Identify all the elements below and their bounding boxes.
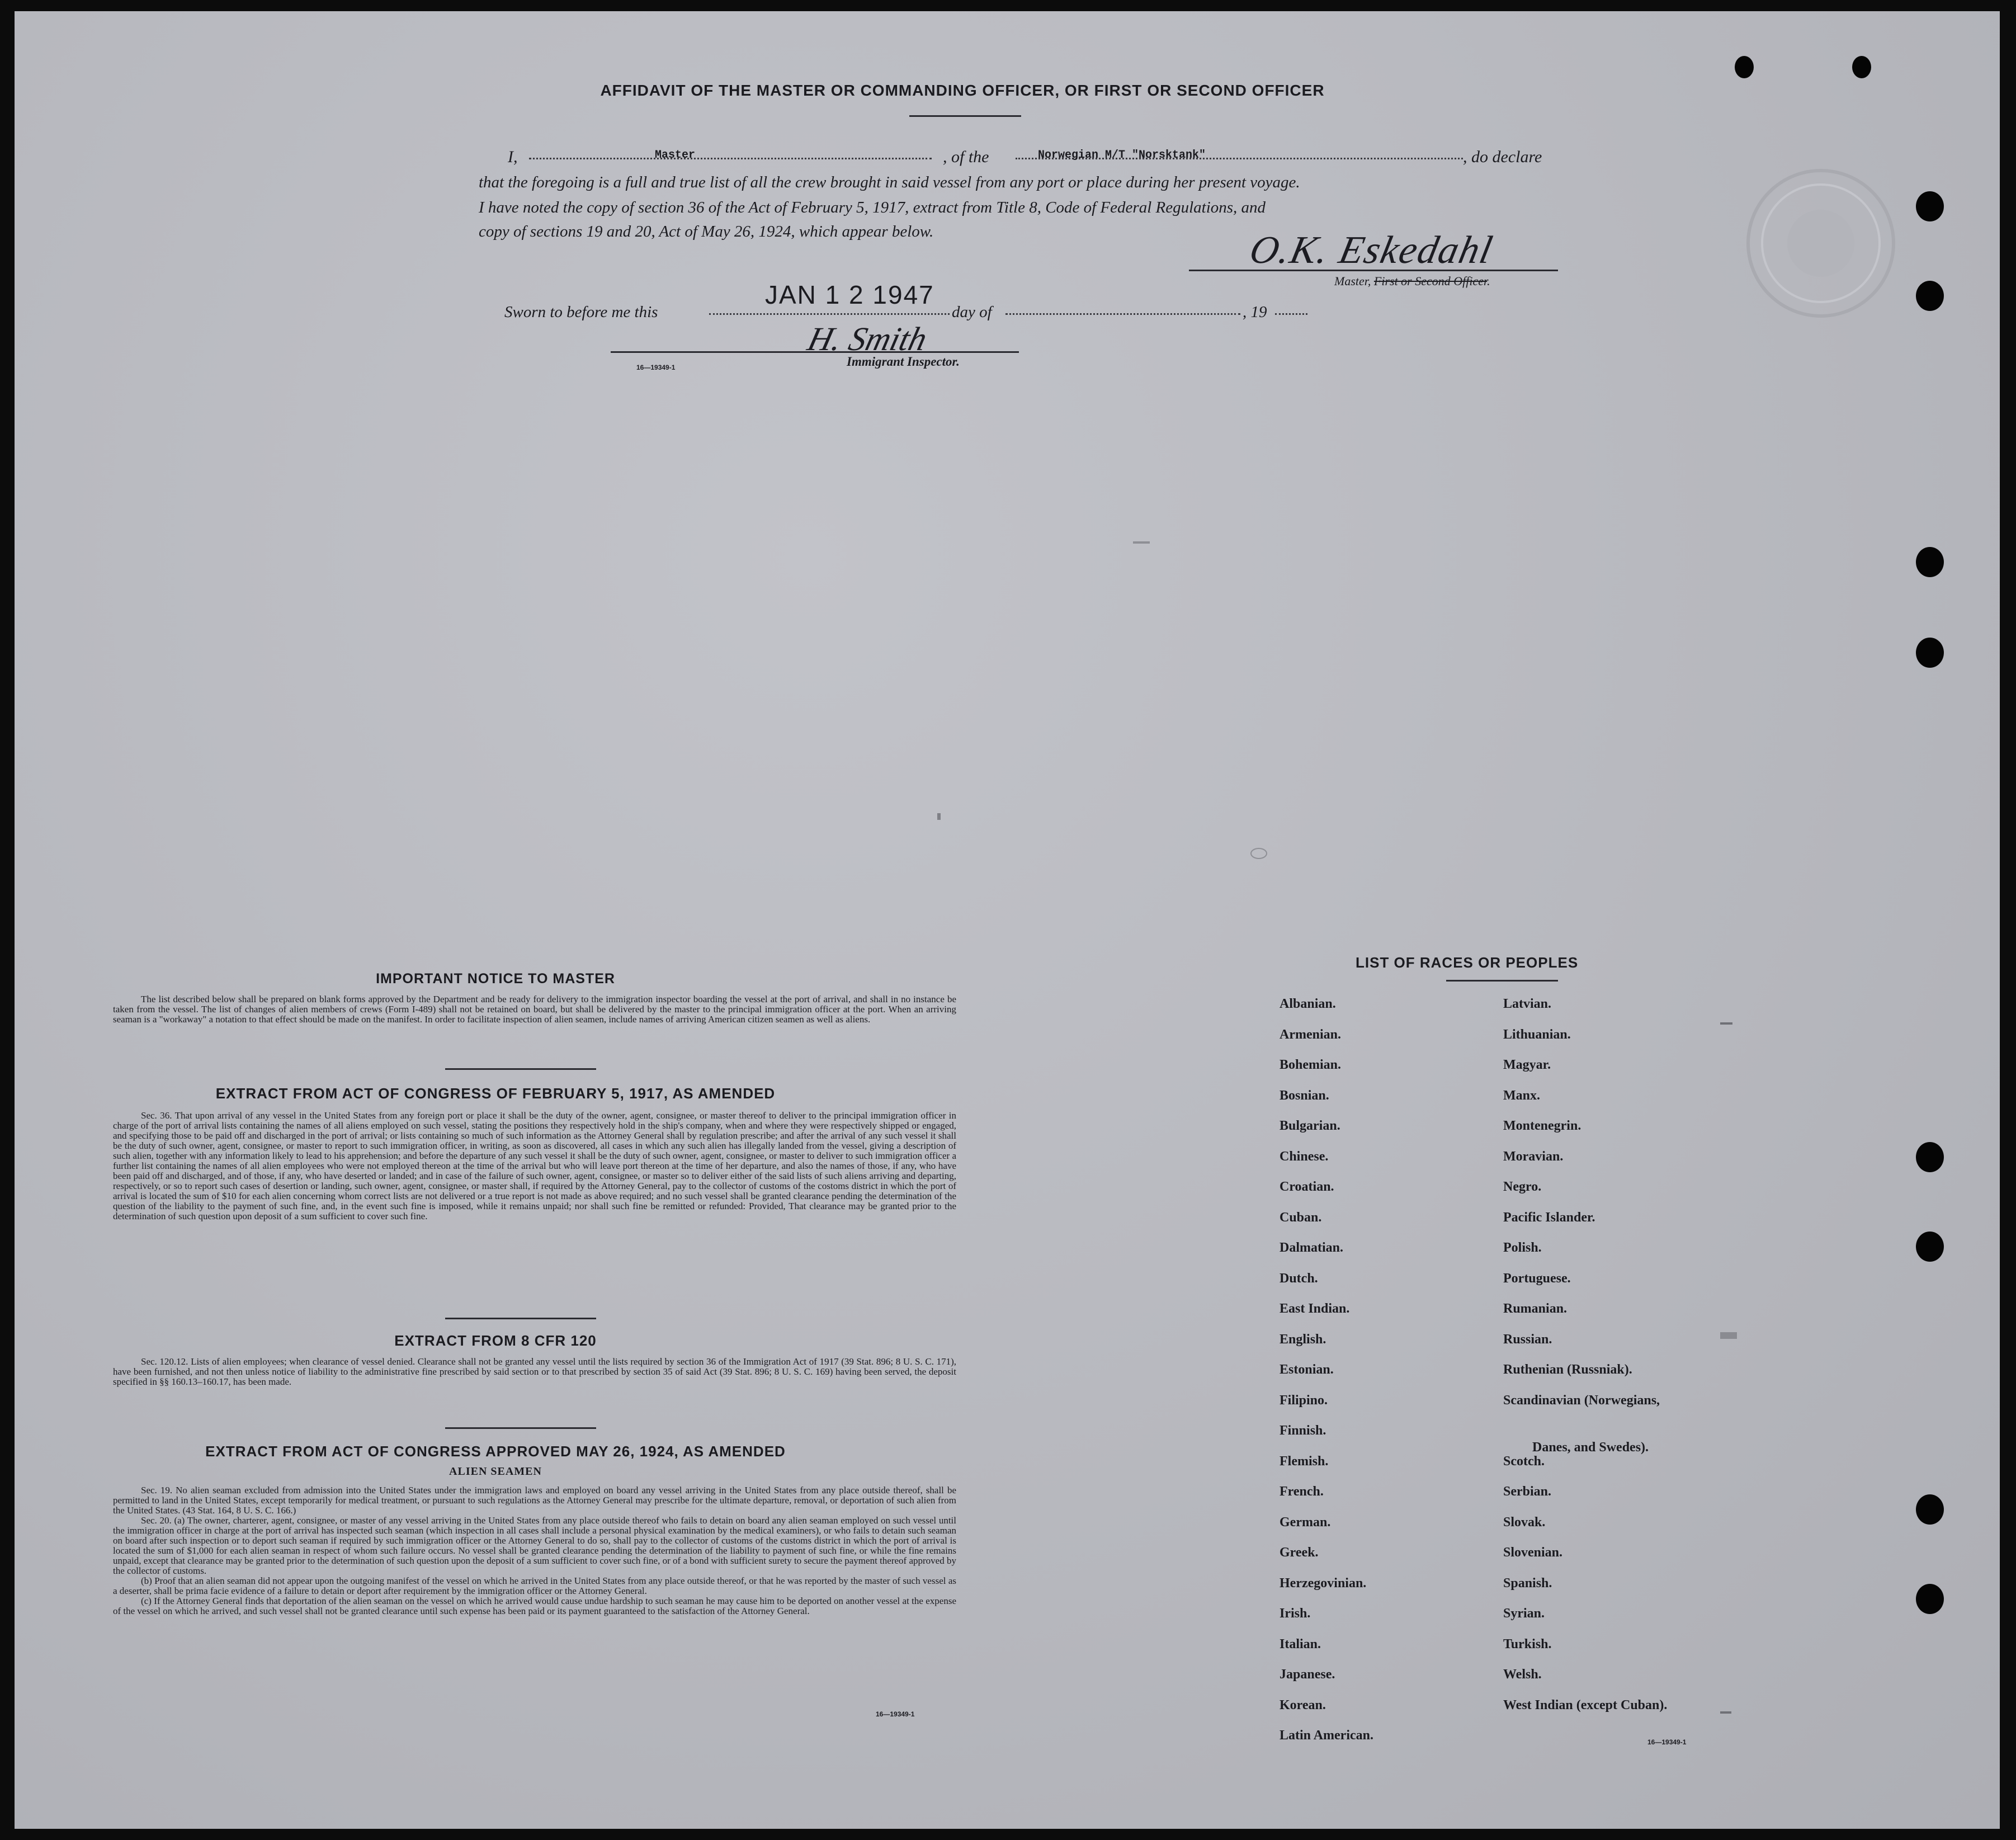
sworn-text: Sworn to before me this: [504, 303, 658, 321]
race-item: Russian.: [1503, 1332, 1552, 1347]
binder-hole: [1916, 191, 1944, 221]
race-item: Negro.: [1503, 1180, 1542, 1194]
bleed-through-mark: [1133, 541, 1150, 544]
race-item: Slovak.: [1503, 1515, 1546, 1530]
affidavit-line-2: that the foregoing is a full and true list of all the crew brought in said vessel from any port or place during her present voyage.: [479, 173, 1300, 191]
race-item: Cuban.: [1280, 1210, 1322, 1225]
race-item: Polish.: [1503, 1240, 1542, 1255]
race-item: Chinese.: [1280, 1149, 1329, 1164]
year-text: , 19: [1243, 303, 1267, 321]
race-item: Filipino.: [1280, 1393, 1328, 1408]
race-item: Dalmatian.: [1280, 1240, 1343, 1255]
race-item: Greek.: [1280, 1545, 1319, 1560]
form-number-right: 16—19349-1: [1647, 1738, 1687, 1746]
notice-paragraph: The list described below shall be prepared on blank forms approved by the Department and be ready for delivery to the immigration inspector boarding the vessel at the port of arrival, and shall in no instance be taken from the vessel. The list of changes of alien members of crews (Form I-489) shall not be retained on board, but shall be delivered by the master to the principal immigration officer at the port. When an arriving seaman is a "workaway" a notation to that effect should be made on the manifest. In order to facilitate inspection of alien seamen, include names of arriving American citizen seamen as well as aliens.: [113, 994, 956, 1025]
race-item: Rumanian.: [1503, 1301, 1568, 1316]
extract-1917-body: [113, 1111, 956, 1221]
race-item: Lithuanian.: [1503, 1027, 1571, 1042]
race-item: Croatian.: [1280, 1180, 1334, 1194]
binder-hole: [1916, 547, 1944, 577]
race-item: Slovenian.: [1503, 1545, 1563, 1560]
sworn-day-line: [709, 313, 950, 315]
master-signature-line: [1189, 270, 1558, 271]
race-item: Pacific Islander.: [1503, 1210, 1595, 1225]
section-20b-paragraph: (b) Proof that an alien seaman did not appear upon the outgoing manifest of the vessel on which he arrived in the United States from any place outside thereof, or that he was reported by the master of such vessel as a deserter, shall be prima facie evidence of a failure to detain or deport after requirement by the immigration officer or the Attorney General.: [113, 1575, 956, 1596]
race-item: Scotch.: [1503, 1454, 1545, 1469]
vessel-fill: Norwegian M/T "Norsktank": [1038, 149, 1206, 162]
document-page: [15, 11, 2000, 1829]
day-of-text: day of: [952, 303, 992, 321]
bleed-through-mark: [1720, 1332, 1737, 1339]
binder-hole: [1916, 638, 1944, 668]
race-item: West Indian (except Cuban).: [1503, 1698, 1668, 1712]
binder-hole: [1735, 56, 1754, 78]
race-item: Flemish.: [1280, 1454, 1329, 1469]
race-item: French.: [1280, 1484, 1324, 1499]
master-caption-struck: First or Second Officer: [1373, 274, 1488, 288]
section-20a-paragraph: Sec. 20. (a) The owner, charterer, agent, consignee, or master of any vessel arriving in the United States from any place outside thereof who fails to detain on board any alien seaman employed on such vessel until the immigration officer in charge at the port of arrival has inspected such seaman (which inspection in all cases shall include a personal physical examination by the medical examiners), or who fails to detain such seaman on board after such inspection or to deport such seaman if required by such immigration officer or the Attorney General to do so, shall pay to the collector of customs of the customs district in which the port of arrival is located the sum of $1,000 for each alien seaman in respect of whom such failure occurs. No vessel shall be granted clearance pending the determination of the liability to payment of such fine, or while the fine remains unpaid, except that clearance may be granted prior to the determination of such question upon the deposit of a sum sufficient to cover such fine, or of a bond with sufficient surety to secure the payment thereof approved by the collector of customs.: [113, 1515, 956, 1576]
section-rule: [445, 1318, 596, 1319]
race-item: Dutch.: [1280, 1271, 1318, 1286]
binder-hole: [1916, 1494, 1944, 1525]
embossed-seal-icon: [1737, 159, 1905, 327]
date-stamp: JAN 1 2 1947: [765, 280, 934, 309]
notice-body: [113, 994, 956, 1025]
master-caption-a: Master,: [1334, 274, 1371, 288]
section-19-paragraph: Sec. 19. No alien seaman excluded from admission into the United States under the immigration laws and employed on board any vessel arriving in the United States from any place outside thereof, shall be permitted to land in the United States, except temporarily for medical treatment, or pursuant to such regulations as the Attorney General may prescribe for the ultimate departure, removal, or deportation of such alien from the United States. (43 Stat. 164, 8 U. S. C. 166.): [113, 1485, 956, 1516]
binder-hole: [1916, 1142, 1944, 1172]
bleed-through-mark: [1720, 1022, 1732, 1025]
master-signature: O.K. Eskedahl: [1245, 229, 1497, 272]
section-20c-paragraph: (c) If the Attorney General finds that deportation of the alien seaman on the vessel on which he arrived would cause undue hardship to such seaman he may cause him to be deported on another vessel at the expense of the vessel on which he arrived, and such vessel shall not be granted clearance until such expense has been paid or its payment guaranteed to the satisfaction of the Attorney General.: [113, 1596, 956, 1616]
section-120-12-paragraph: Sec. 120.12. Lists of alien employees; when clearance of vessel denied. Clearance shall not be granted any vessel until the lists required by section 36 of the Immigration Act of 1917 (39 Stat. 896; 8 U. S. C. 171), have been furnished, and not then unless notice of liability to the administrative fine prescribed by said section or to that prescribed by section 35 of said Act (39 Stat. 896; 8 U. S. C. 169) having been served, the deposit specified in §§ 160.13–160.17, has been made.: [113, 1356, 956, 1387]
form-number-left: 16—19349-1: [876, 1710, 915, 1718]
year-line: [1275, 313, 1307, 315]
races-title: LIST OF RACES OR PEOPLES: [1356, 954, 1579, 971]
race-item: Latvian.: [1503, 997, 1552, 1011]
bleed-through-mark: [1250, 848, 1267, 859]
master-caption: [1334, 274, 1490, 289]
of-the-text: , of the: [943, 148, 989, 166]
race-item: Serbian.: [1503, 1484, 1552, 1499]
race-item: Italian.: [1280, 1637, 1321, 1652]
race-item: Albanian.: [1280, 997, 1336, 1011]
binder-hole: [1916, 281, 1944, 311]
race-item: Scandinavian (Norwegians,: [1503, 1393, 1660, 1408]
race-item: Manx.: [1503, 1088, 1540, 1103]
affidavit-title: AFFIDAVIT OF THE MASTER OR COMMANDING OFFICER, OR FIRST OR SECOND OFFICER: [600, 82, 1325, 99]
affidavit-line-4: copy of sections 19 and 20, Act of May 26, 1924, which appear below.: [479, 223, 934, 240]
binder-hole: [1916, 1584, 1944, 1614]
race-item: Latin American.: [1280, 1728, 1373, 1743]
section-rule: [445, 1427, 596, 1429]
race-item: Danes, and Swedes).: [1532, 1440, 1649, 1455]
name-fill: Master: [655, 149, 696, 162]
race-item: Irish.: [1280, 1606, 1311, 1621]
race-item: East Indian.: [1280, 1301, 1350, 1316]
extract-cfr-body: [113, 1357, 956, 1387]
inspector-caption: Immigrant Inspector.: [847, 355, 960, 369]
race-item: Korean.: [1280, 1698, 1326, 1712]
race-item: Moravian.: [1503, 1149, 1564, 1164]
race-item: Herzegovinian.: [1280, 1576, 1367, 1591]
title-rule: [909, 115, 1021, 117]
extract-1924-title: EXTRACT FROM ACT OF CONGRESS APPROVED MAY 26, 1924, AS AMENDED: [205, 1443, 786, 1460]
race-item: Turkish.: [1503, 1637, 1552, 1652]
race-item: Syrian.: [1503, 1606, 1545, 1621]
extract-1917-title: EXTRACT FROM ACT OF CONGRESS OF FEBRUARY 5, 1917, AS AMENDED: [215, 1085, 776, 1102]
race-item: Japanese.: [1280, 1667, 1335, 1682]
binder-hole: [1916, 1232, 1944, 1262]
race-item: Ruthenian (Russniak).: [1503, 1362, 1632, 1377]
race-item: Spanish.: [1503, 1576, 1552, 1591]
alien-seamen-subtitle: ALIEN SEAMEN: [449, 1465, 542, 1478]
master-caption-b: .: [1487, 274, 1490, 288]
inspector-signature-line: [611, 351, 1019, 353]
binder-hole: [1852, 56, 1871, 78]
section-rule: [445, 1068, 596, 1070]
race-item: Finnish.: [1280, 1423, 1326, 1438]
affidavit-i: I,: [508, 148, 518, 166]
race-item: Montenegrin.: [1503, 1119, 1581, 1133]
extract-cfr-title: EXTRACT FROM 8 CFR 120: [394, 1332, 597, 1349]
section-36-paragraph: Sec. 36. That upon arrival of any vessel in the United States from any foreign port or place it shall be the duty of the owner, agent, consignee, or master thereof to deliver to the principal immigration officer in charge of the port of arrival lists containing the names of all aliens employed on such vessel, stating the positions they respectively hold in the ship's company, when and where they were respectively shipped or engaged, and specifying those to be paid off and discharged in the port of arrival; or lists containing so much of such information as the Attorney General shall by regulation prescribe; and after the arrival of any such vessel it shall be the duty of such owner, agent, consignee, or master to report to such immigration officer, in writing, as soon as discovered, all cases in which any such alien has illegally landed from the vessel, giving a description of such alien, together with any information likely to lead to his apprehension; and before the departure of any such vessel it shall be the duty of such owner, agent, consignee, or master to deliver to such immigration officer a further list containing the names of all alien employees who were not employed thereon at the time of the arrival but who will leave port thereon at the time of her departure, and also the names of those, if any, who have been paid off and discharged, and of those, if any, who have deserted or landed; and in case of the failure of such owner, agent, consignee, or master so to deliver either of the said lists of such aliens arriving and departing, respectively, or so to report such cases of desertion or landing, such owner, agent, consignee, or master shall, if required by the Attorney General, pay to the collector of customs of the costoms district in which the port of arrival is located the sum of $10 for each alien concerning whom correct lists are not delivered or a true report is not made as above required; and no such vessel shall be granted clearance pending the determination of the question of the liability to the payment of such fine, and, in the event such fine is imposed, while it remains unpaid; nor shall such fine be remitted or refunded: Provided, That clearance may be granted prior to the determination of such question upon deposit of a sum sufficient to cover such fine.: [113, 1110, 956, 1221]
bleed-through-mark: [937, 813, 941, 820]
race-item: English.: [1280, 1332, 1326, 1347]
extract-1924-body: [113, 1485, 956, 1616]
name-line: [529, 158, 932, 159]
race-item: German.: [1280, 1515, 1331, 1530]
form-number-top: 16—19349-1: [636, 364, 676, 371]
race-item: Magyar.: [1503, 1058, 1551, 1072]
inspector-signature: H. Smith: [804, 320, 931, 357]
races-title-rule: [1446, 980, 1558, 982]
race-item: Welsh.: [1503, 1667, 1542, 1682]
race-item: Bohemian.: [1280, 1058, 1342, 1072]
race-item: Bulgarian.: [1280, 1119, 1340, 1133]
race-item: Bosnian.: [1280, 1088, 1329, 1103]
notice-title: IMPORTANT NOTICE TO MASTER: [376, 971, 615, 987]
race-item: Estonian.: [1280, 1362, 1334, 1377]
bleed-through-mark: [1720, 1711, 1731, 1714]
race-item: Portuguese.: [1503, 1271, 1571, 1286]
race-item: Armenian.: [1280, 1027, 1341, 1042]
month-line: [1005, 313, 1240, 315]
do-declare-text: , do declare: [1463, 148, 1542, 166]
affidavit-line-3: I have noted the copy of section 36 of the Act of February 5, 1917, extract from Title 8, Code of Federal Regulations, and: [479, 199, 1266, 216]
